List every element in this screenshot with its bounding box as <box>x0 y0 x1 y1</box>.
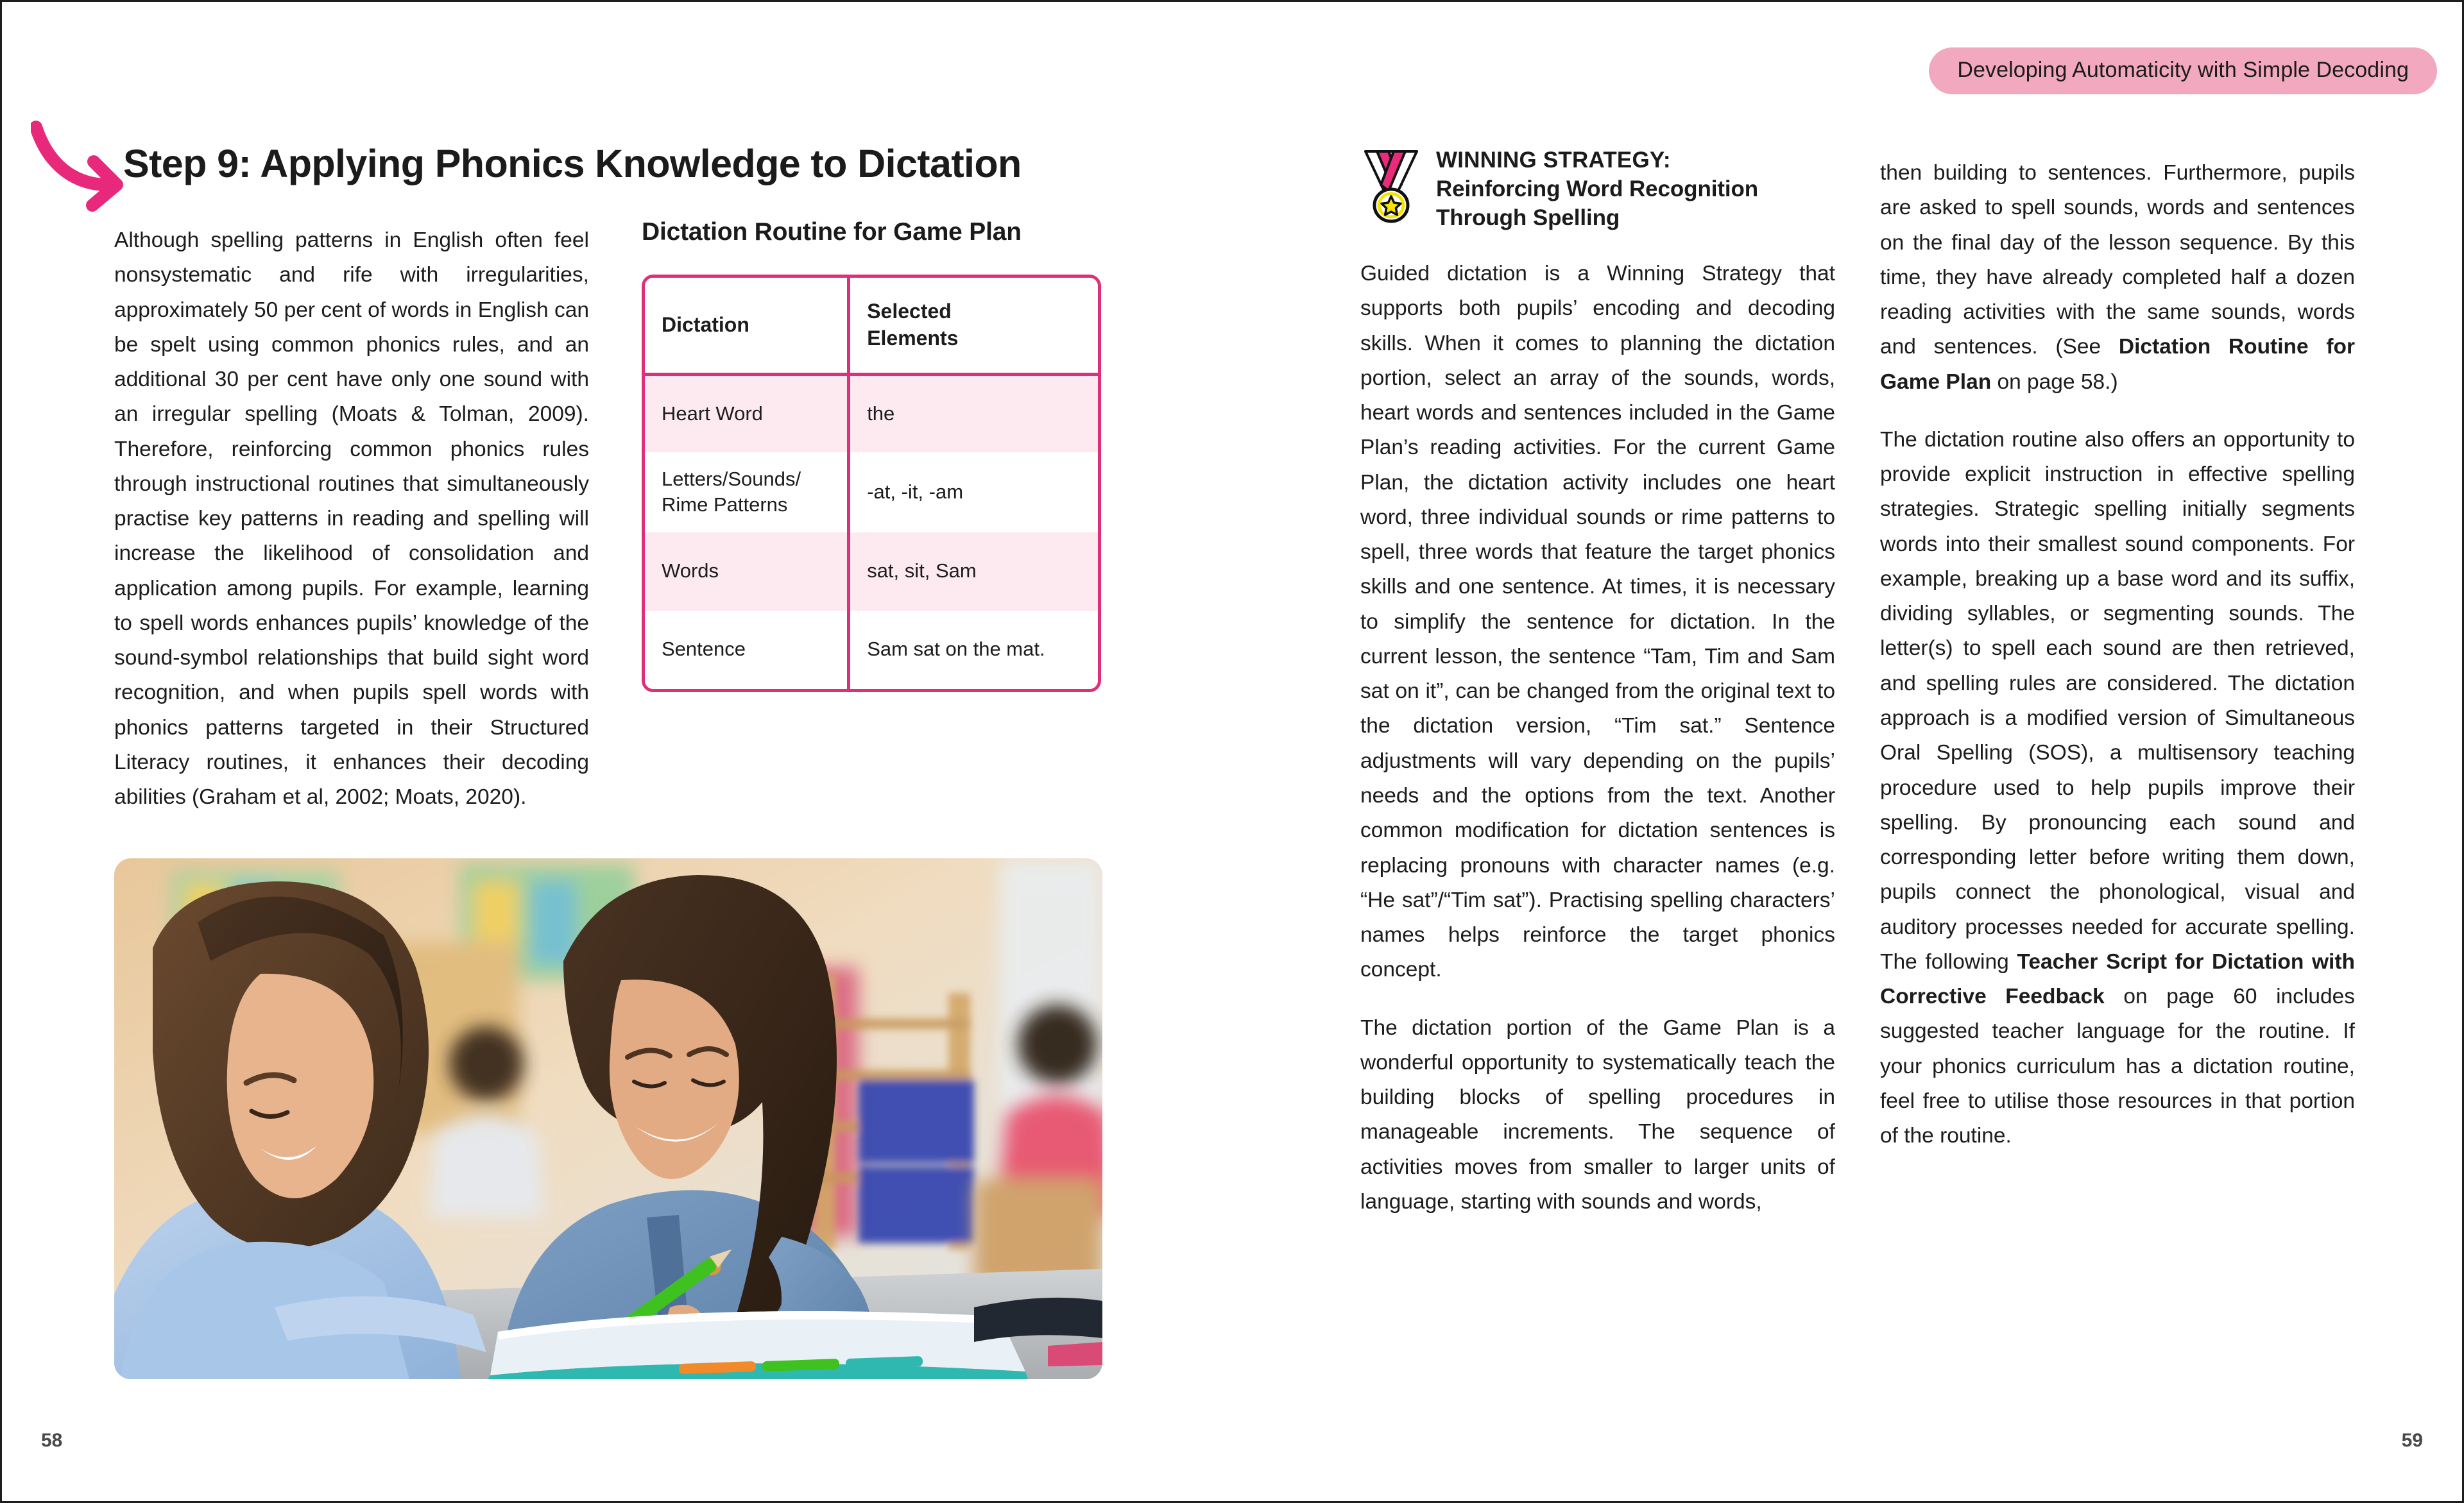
text-run: on page 60 includes suggested teacher language for the routine. If your phonics curriculum has a dictation routine, feel free to utilise those resources in that portion of the routine. <box>1880 985 2355 1148</box>
table-row <box>645 374 1098 452</box>
cross-reference-teacher-script: Teacher Script for Dictation with Corrective Feedback <box>1880 949 2355 1009</box>
winning-strategy-header <box>1360 146 1835 232</box>
table-header-selected-elements: Selected Elements <box>849 278 1098 374</box>
text-run: then building to sentences. Furthermore, pupils are asked to spell sounds, words and sentences on the final day of the lesson sequence. By this time, they have already completed half a dozen reading activities with the same sounds, words and sentences. (See <box>1880 161 2355 359</box>
page-number-left: 58 <box>41 1430 63 1451</box>
cell-selected: sat, sit, Sam <box>849 532 1098 611</box>
classroom-photo <box>114 858 1102 1379</box>
text-run: The dictation routine also offers an opportunity to provide explicit instruction in effective spelling strategies. Strategic spelling initially segments words into their smallest sound components. For example, breaking up a base word and its suffix, dividing syllables, or segmenting sounds. The letter(s) to spell each sound are then retrieved, and spelling rules are considered. The dictation approach is a modified version of Simultaneous Oral Spelling (SOS), a multisensory teaching procedure used to help pupils improve their spelling. By pronouncing each sound and corresponding letter before writing them down, pupils connect the phonological, visual and auditory processes needed for accurate spelling. The following <box>1880 427 2355 974</box>
page-title: Step 9: Applying Phonics Knowledge to Dictation <box>123 142 1022 185</box>
cross-reference-dictation-routine: Dictation Routine for Game Plan <box>1880 335 2355 394</box>
paragraph: The dictation portion of the Game Plan is a wonderful opportunity to systematically teach the building blocks of spelling procedures in manageable increments. The sequence of activities moves from smaller to larger units of language, starting with sounds and words, <box>1360 1015 1835 1214</box>
table-row <box>645 611 1098 689</box>
cell-selected: the <box>849 374 1098 452</box>
table-header-dictation: Dictation <box>645 278 849 374</box>
cell-dictation: Heart Word <box>645 374 849 452</box>
paragraph <box>1880 156 2355 400</box>
table-row <box>645 532 1098 611</box>
winning-strategy-titles <box>1436 146 1835 232</box>
text-run: on page 58.) <box>1991 369 2118 394</box>
winning-strategy-subtitle-line1: Reinforcing Word Recognition <box>1436 176 1759 201</box>
table-title: Dictation Routine for Game Plan <box>642 218 1022 246</box>
cell-dictation: Sentence <box>645 611 849 689</box>
cell-selected: Sam sat on the mat. <box>849 611 1098 689</box>
winning-strategy-eyebrow: WINNING STRATEGY: <box>1436 148 1671 173</box>
table-header-row <box>645 278 1098 374</box>
paragraph: Guided dictation is a Winning Strategy that supports both pupils’ encoding and decoding skills. When it comes to planning the dictation portion, select an array of the sounds, words, heart words and sentences included in the Game Plan’s reading activities. For the current Game Plan, the dictation activity includes one heart word, three individual sounds or rime patterns to spell, three words that feature the target phonics skills and one sentence. At times, it is necessary to simplify the sentence for dictation. In the current lesson, the sentence “Tam, Tim and Sam sat on it”, can be changed from the original text to the dictation version, “Tim sat.” Sentence adjustments will vary depending on the pupils’ needs and the options from the text. Another common modification for dictation sentences is replacing pronouns with character names (e.g. “He sat”/“Tim sat”). Practising spelling characters’ names helps reinforce the target phonics concept. <box>1360 262 1835 982</box>
right-column-body <box>1880 156 2355 1153</box>
page-number-right: 59 <box>2401 1430 2423 1451</box>
left-column-body <box>114 223 589 815</box>
page-edge-left <box>0 0 2 1503</box>
table-row <box>645 452 1098 532</box>
paragraph: Although spelling patterns in English often feel nonsystematic and rife with irregularities, approximately 50 per cent of words in English can be spelt using common phonics rules, and an additional 30 per cent have only one sound with an irregular spelling (Moats & Tolman, 2009). Therefore, reinforcing common phonics rules through instructional routines that simultaneously practise key patterns in reading and spelling will increase the likelihood of consolidation and application among pupils. For example, learning to spell words enhances pupils’ knowledge of the sound-symbol relationships that build sight word recognition, and when pupils spell words with phonics patterns targeted in their Structured Literacy routines, it enhances their decoding abilities (Graham et al, 2002; Moats, 2020). <box>114 228 589 810</box>
medal-icon <box>1360 148 1422 223</box>
paragraph <box>1880 423 2355 1154</box>
curved-arrow-icon <box>31 121 133 214</box>
cell-dictation: Letters/Sounds/ Rime Patterns <box>645 452 849 532</box>
middle-column-body <box>1360 257 1835 1219</box>
dictation-routine-table <box>642 275 1101 692</box>
cell-dictation: Words <box>645 532 849 611</box>
page-edge-top <box>0 0 2464 2</box>
winning-strategy-subtitle-line2: Through Spelling <box>1436 205 1620 230</box>
cell-selected: -at, -it, -am <box>849 452 1098 532</box>
running-head-badge: Developing Automaticity with Simple Decoding <box>1929 47 2437 94</box>
